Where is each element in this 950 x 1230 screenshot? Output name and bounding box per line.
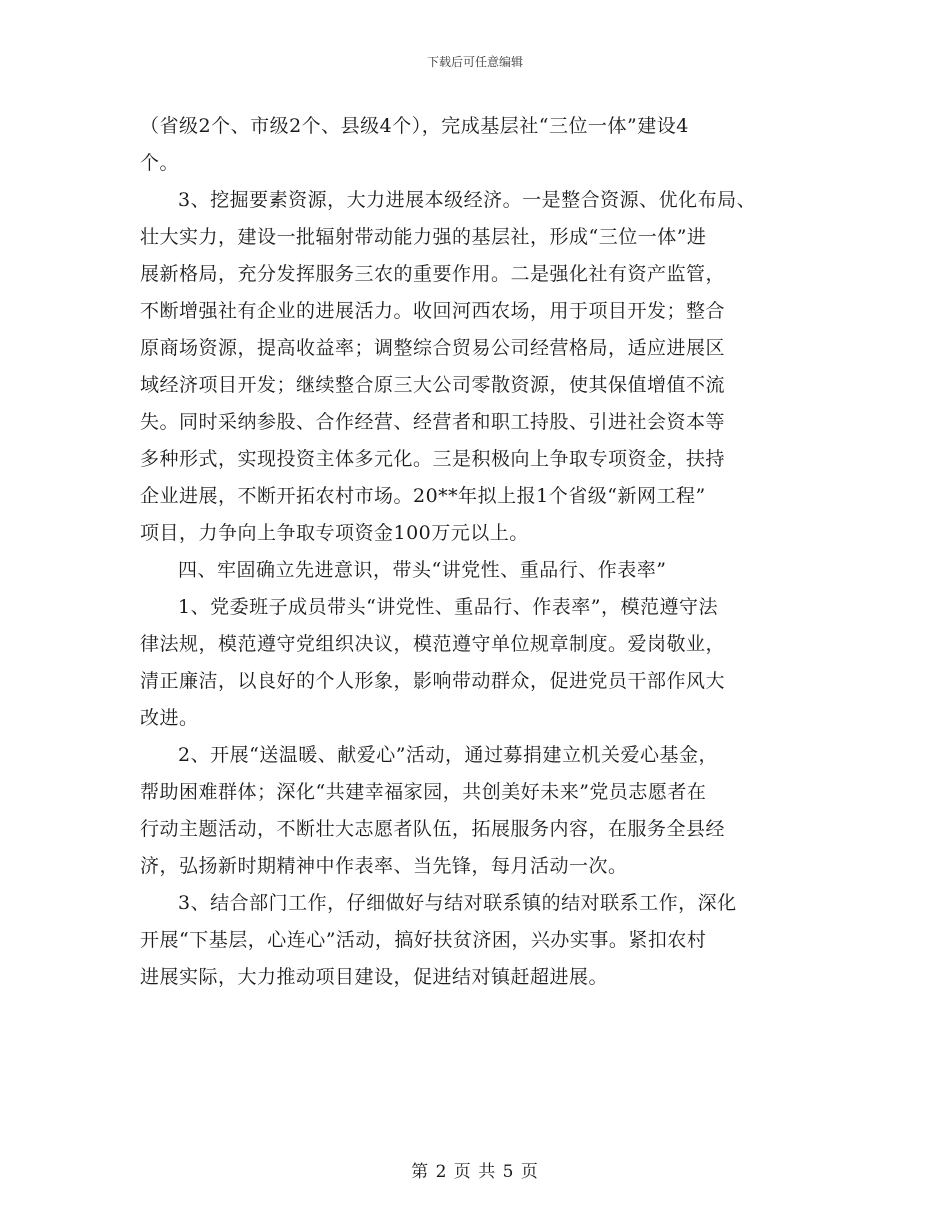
text-line: 壮大实力，建设一批辐射带动能力强的基层社，形成“三位一体”进 — [140, 226, 707, 248]
text-line: 域经济项目开发；继续整合原三大公司零散资源，使其保值增值不流 — [140, 374, 726, 396]
text-line: 进展实际，大力推动项目建设，促进结对镇赶超进展。 — [140, 966, 609, 988]
text-line: 帮助困难群体；深化“共建幸福家园，共创美好未来”党员志愿者在 — [140, 781, 707, 803]
text-line: 行动主题活动，不断壮大志愿者队伍，拓展服务内容，在服务全县经 — [140, 818, 726, 840]
text-line: （省级2个、市级2个、县级4个），完成基层社“三位一体”建设4 — [140, 115, 689, 137]
text-line: 展新格局，充分发挥服务三农的重要作用。二是强化社有资产监管， — [140, 263, 726, 285]
text-line: 个。 — [140, 152, 180, 174]
text-line: 多种形式，实现投资主体多元化。三是积极向上争取专项资金，扶持 — [140, 448, 726, 470]
text-line: 3、挖掘要素资源，大力进展本级经济。一是整合资源、优化布局、 — [178, 189, 757, 211]
section-heading: 四、牢固确立先进意识，带头“讲党性、重品行、作表率” — [178, 559, 667, 581]
text-line: 济，弘扬新时期精神中作表率、当先锋，每月活动一次。 — [140, 855, 628, 877]
text-line: 不断增强社有企业的进展活力。收回河西农场，用于项目开发；整合 — [140, 300, 726, 322]
text-line: 改进。 — [140, 707, 199, 729]
page-header-note: 下载后可任意编辑 — [426, 55, 523, 69]
text-line: 3、结合部门工作，仔细做好与结对联系镇的结对联系工作，深化 — [178, 892, 737, 914]
text-line: 1、党委班子成员带头“讲党性、重品行、作表率”，模范遵守法 — [178, 596, 719, 618]
text-line: 项目，力争向上争取专项资金100万元以上。 — [140, 522, 529, 544]
text-line: 律法规，模范遵守党组织决议，模范遵守单位规章制度。爱岗敬业， — [140, 633, 726, 655]
text-line: 原商场资源，提高收益率；调整综合贸易公司经营格局，适应进展区 — [140, 337, 726, 359]
text-line: 开展“下基层，心连心”活动，搞好扶贫济困，兴办实事。紧扣农村 — [140, 929, 707, 951]
text-line: 2、开展“送温暖、献爱心”活动，通过募捐建立机关爱心基金， — [178, 744, 719, 766]
text-line: 企业进展，不断开拓农村市场。20**年拟上报1个省级“新网工程” — [140, 485, 706, 507]
text-line: 失。同时采纳参股、合作经营、经营者和职工持股、引进社会资本等 — [140, 411, 726, 433]
text-line: 清正廉洁，以良好的个人形象，影响带动群众，促进党员干部作风大 — [140, 670, 726, 692]
page-number: 第 2 页 共 5 页 — [411, 1162, 539, 1182]
